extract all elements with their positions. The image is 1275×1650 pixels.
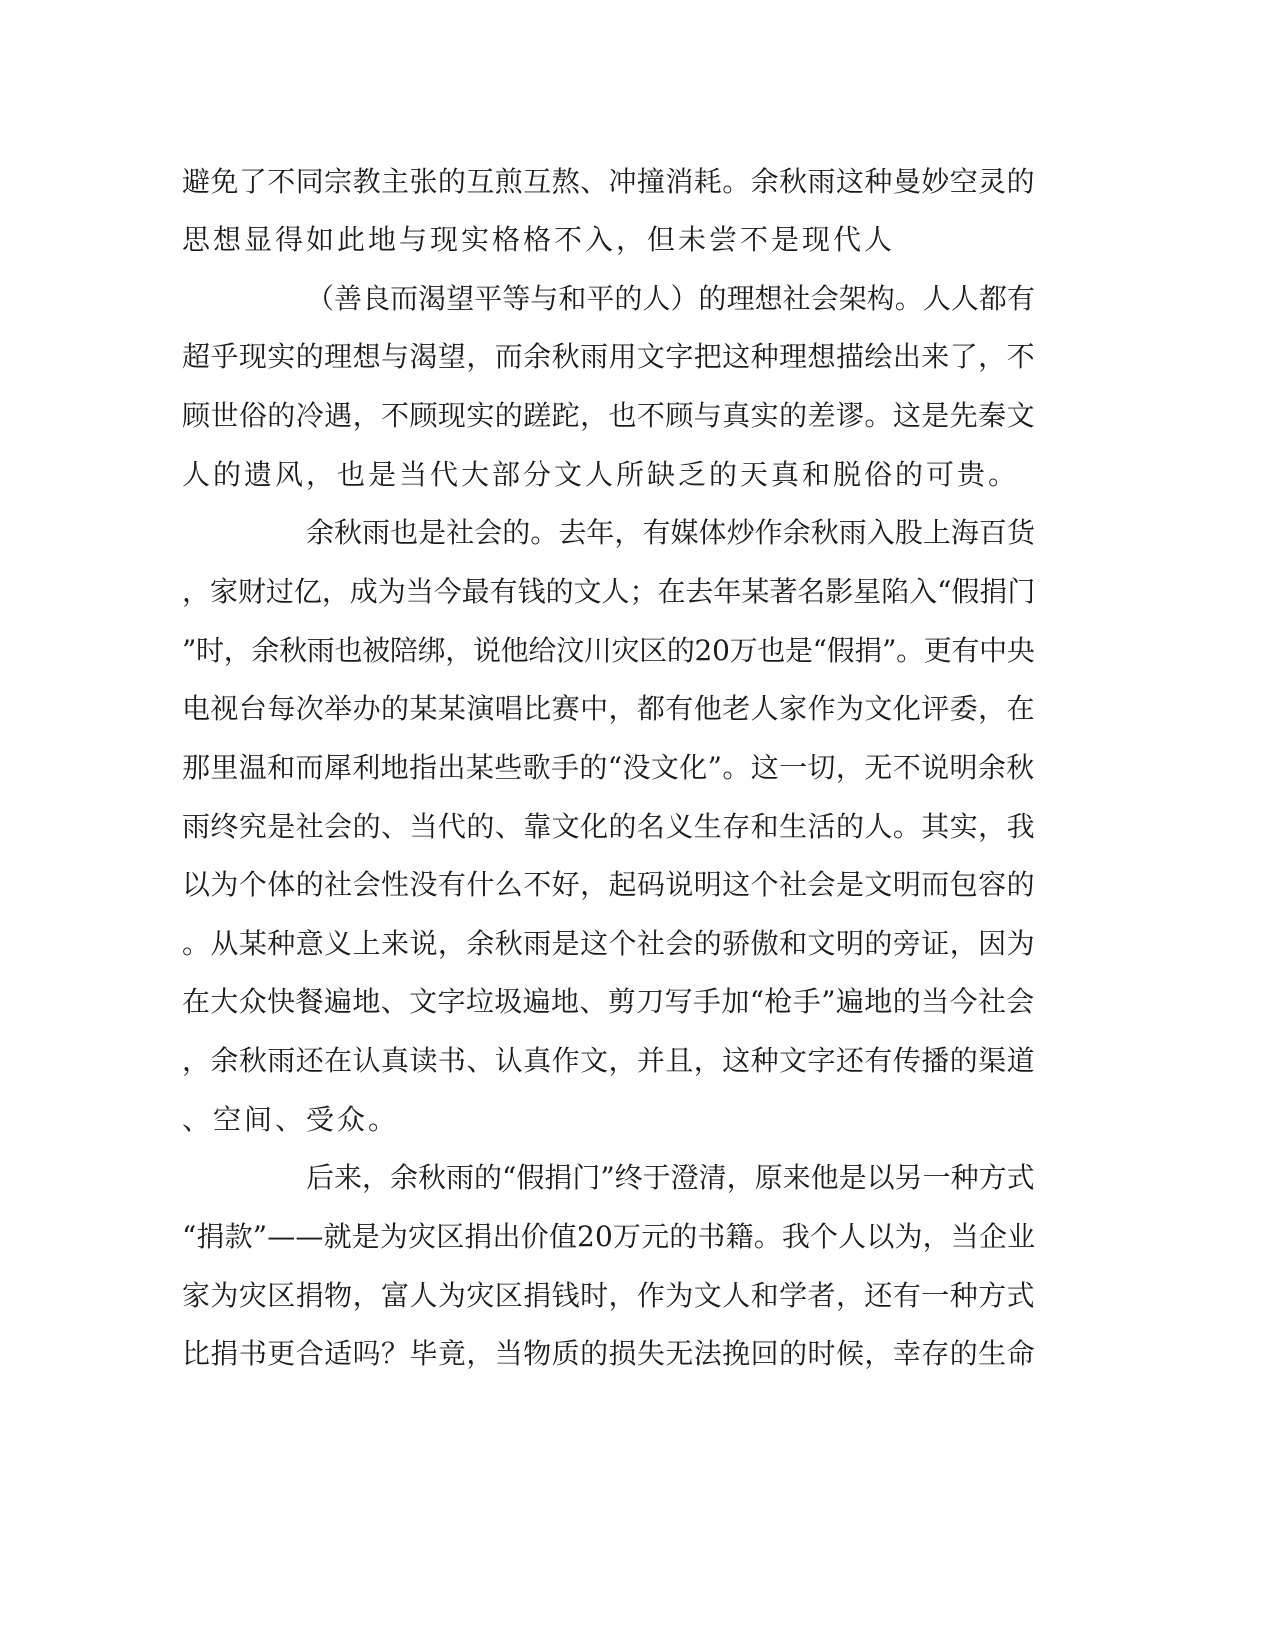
text-line: 避免了不同宗教主张的互煎互熬、冲撞消耗。余秋雨这种曼妙空灵的 xyxy=(182,165,1036,198)
text-line: 在大众快餐遍地、文字垃圾遍地、剪刀写手加“枪手”遍地的当今社会 xyxy=(182,985,1035,1018)
text-line: 思想显得如此地与现实格格不入，但未尝不是现代人 xyxy=(182,223,896,256)
text-line: （善良而渴望平等与和平的人）的理想社会架构。人人都有 xyxy=(306,282,1036,315)
text-line: ，家财过亿，成为当今最有钱的文人；在去年某著名影星陷入“假捐门 xyxy=(182,575,1036,608)
text-line: 那里温和而犀利地指出某些歌手的“没文化”。这一切，无不说明余秋 xyxy=(182,751,1035,784)
text-line: “捐款”——就是为灾区捐出价值20万元的书籍。我个人以为，当企业 xyxy=(182,1220,1036,1253)
text-line: ”时，余秋雨也被陪绑，说他给汶川灾区的20万也是“假捐”。更有中央 xyxy=(182,634,1035,667)
text-line: 超乎现实的理想与渴望，而余秋雨用文字把这种理想描绘出来了，不 xyxy=(182,340,1036,373)
text-line: 顾世俗的冷遇，不顾现实的蹉跎，也不顾与真实的差谬。这是先秦文 xyxy=(182,399,1036,432)
text-line: 人的遗风，也是当代大部分文人所缺乏的天真和脱俗的可贵。 xyxy=(182,458,1020,491)
text-line: 。从某种意义上来说，余秋雨是这个社会的骄傲和文明的旁证，因为 xyxy=(182,927,1036,960)
text-line: 、空间、受众。 xyxy=(182,1103,400,1136)
text-line: 余秋雨也是社会的。去年，有媒体炒作余秋雨入股上海百货 xyxy=(306,516,1036,549)
text-line: 电视台每次举办的某某演唱比赛中，都有他老人家作为文化评委，在 xyxy=(182,692,1036,725)
text-line: 家为灾区捐物，富人为灾区捐钱时，作为文人和学者，还有一种方式 xyxy=(182,1279,1036,1312)
text-line: ，余秋雨还在认真读书、认真作文，并且，这种文字还有传播的渠道 xyxy=(182,1044,1036,1077)
text-line: 比捐书更合适吗？毕竟，当物质的损失无法挽回的时候，幸存的生命 xyxy=(182,1337,1036,1370)
text-line: 以为个体的社会性没有什么不好，起码说明这个社会是文明而包容的 xyxy=(182,868,1036,901)
text-line: 后来，余秋雨的“假捐门”终于澄清，原来他是以另一种方式 xyxy=(306,1161,1035,1194)
text-line: 雨终究是社会的、当代的、靠文化的名义生存和生活的人。其实，我 xyxy=(182,810,1036,843)
